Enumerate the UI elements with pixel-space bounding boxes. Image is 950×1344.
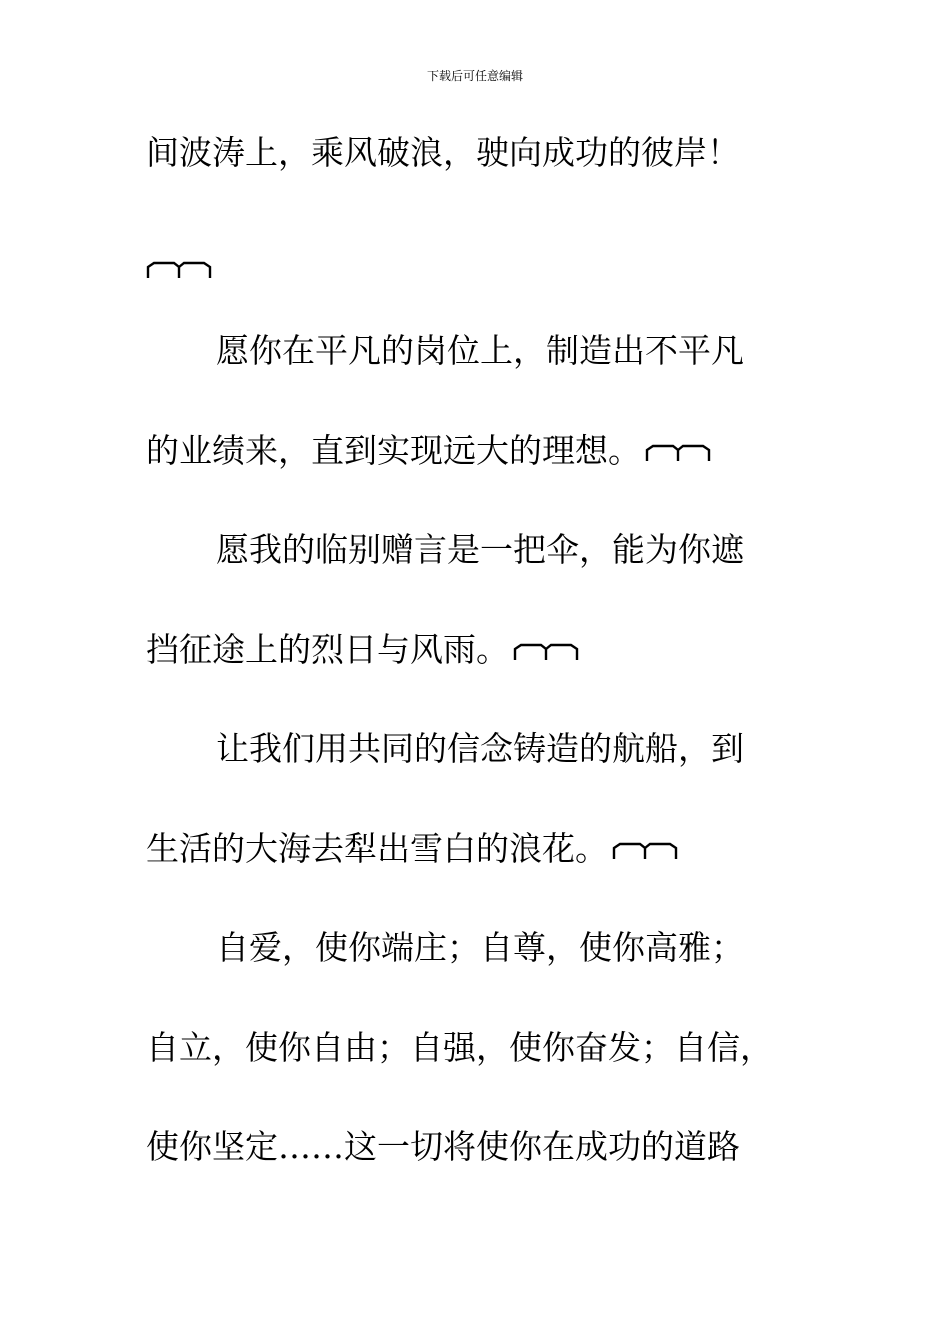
double-bracket-mark-icon xyxy=(645,444,711,462)
text-line-10: 使你坚定……这一切将使你在成功的道路 xyxy=(146,1127,740,1166)
double-bracket-mark-icon xyxy=(513,643,579,661)
text-line-5: 挡征途上的烈日与风雨。 xyxy=(146,630,509,669)
double-bracket-mark-icon xyxy=(612,842,678,860)
text-line-3-row xyxy=(146,431,711,471)
double-bracket-mark-icon xyxy=(146,261,212,279)
text-line-7-row xyxy=(146,829,678,869)
text-line-2: 愿你在平凡的岗位上，制造出不平凡 xyxy=(216,331,744,370)
text-line-7: 生活的大海去犁出雪白的浪花。 xyxy=(146,829,608,868)
text-line-6: 让我们用共同的信念铸造的航船，到 xyxy=(216,729,744,768)
page-header: 下载后可任意编辑 xyxy=(426,69,523,83)
text-line-8: 自爱，使你端庄；自尊，使你高雅； xyxy=(216,928,744,967)
text-line-5-row xyxy=(146,630,579,670)
text-line-4: 愿我的临别赠言是一把伞，能为你遮 xyxy=(216,530,744,569)
separator-mark xyxy=(146,248,212,288)
text-line-3: 的业绩来，直到实现远大的理想。 xyxy=(146,431,641,470)
text-line-9: 自立，使你自由；自强，使你奋发；自信， xyxy=(146,1028,773,1067)
text-line-1: 间波涛上，乘风破浪，驶向成功的彼岸！ xyxy=(146,133,740,172)
